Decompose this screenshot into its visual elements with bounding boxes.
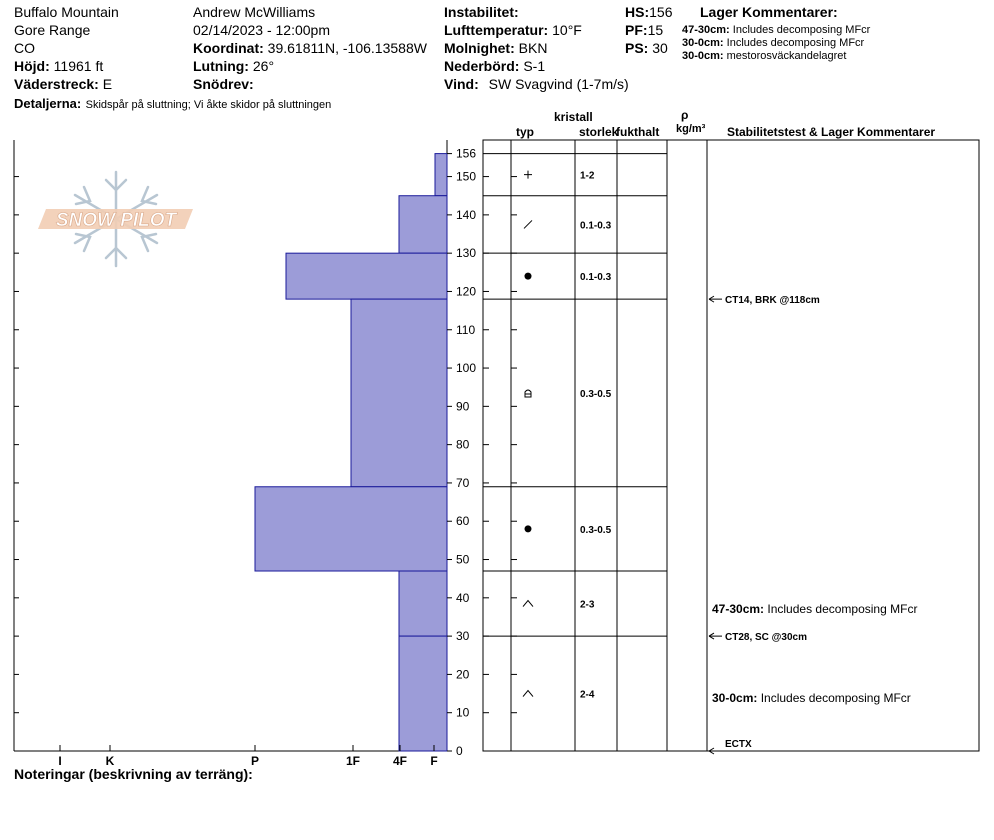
coord-label: Koordinat: [193, 40, 264, 56]
aspect-value: E [102, 76, 113, 92]
location-name: Buffalo Mountain [14, 4, 119, 20]
state-name: CO [14, 40, 35, 56]
elevation-label: Höjd: [14, 58, 50, 74]
slope-value: 26° [252, 58, 275, 74]
hardness-bar [399, 196, 447, 253]
air-temp-value: 10°F [552, 22, 582, 38]
depth-ticks [447, 147, 476, 758]
layer-comment-text: Includes decomposing MFcr [732, 24, 871, 36]
depth-tick-label: 40 [456, 590, 470, 605]
ps-value: 30 [652, 40, 668, 56]
precip-label: Nederbörd: [444, 58, 520, 74]
details-value: Skidspår på sluttning; Vi åkte skidor på sluttningen [85, 99, 332, 111]
comment-text: Includes decomposing MFcr [760, 691, 911, 705]
precip-value: S-1 [523, 58, 546, 74]
grain-size-label: 0.3-0.5 [580, 524, 612, 536]
grain-size-labels [580, 171, 612, 701]
sky-label: Molnighet: [444, 40, 515, 56]
hs-value: 156 [649, 4, 673, 20]
depth-tick-label: 150 [456, 169, 477, 184]
hardness-ticks [58, 745, 437, 768]
range-name: Gore Range [14, 22, 91, 38]
snowpilot-logo [38, 172, 193, 266]
depth-tick-label: 20 [456, 667, 470, 682]
depth-tick-label: 50 [456, 552, 470, 567]
slope-label: Lutning: [193, 58, 249, 74]
hardness-bar [399, 571, 447, 636]
grain-mark-plus [524, 171, 532, 179]
hardness-frame-ticks [14, 177, 19, 751]
grain-size-label: 0.3-0.5 [580, 388, 612, 400]
hardness-tick-label: I [58, 754, 62, 768]
layer-comment-text: mestorosväckandelagret [726, 50, 847, 62]
hardness-bar [286, 253, 447, 299]
depth-tick-label: 60 [456, 514, 470, 529]
wind-label: Vind: [444, 76, 479, 92]
type-header: typ [516, 125, 534, 139]
grain-mark-faceted [525, 390, 531, 397]
comment-30-0 [712, 692, 911, 704]
ps-label: PS: [625, 40, 649, 56]
grain-mark-dot [525, 273, 532, 280]
elevation-value: 11961 ft [53, 58, 104, 74]
hardness-tick-label: 1F [345, 754, 361, 768]
hardness-tick-label: 4F [392, 754, 408, 768]
hardness-tick-label: F [430, 754, 438, 768]
depth-tick-label: 0 [456, 744, 463, 758]
comment-range: 30-0cm: [712, 691, 758, 705]
hardness-bar [351, 299, 447, 487]
stability-header: Stabilitetstest & Lager Kommentarer [727, 125, 936, 139]
depth-tick-label: 70 [456, 475, 470, 490]
grain-size-label: 2-4 [580, 689, 595, 701]
stability-test-label: ECTX [725, 739, 752, 750]
observation-datetime: 02/14/2023 - 12:00pm [193, 22, 330, 38]
grain-type-marks [523, 171, 533, 697]
stability-test-label: CT14, BRK @118cm [725, 295, 820, 307]
layer-comment-range: 30-0cm: [682, 50, 724, 62]
stability-test-marks [709, 295, 820, 754]
density-unit-header: kg/m³ [676, 123, 706, 135]
grain-mark-depth-hoar [523, 691, 533, 697]
pf-label: PF: [625, 22, 648, 38]
notes-label: Noteringar (beskrivning av terräng): [14, 766, 253, 782]
table-depth-ticks [483, 177, 517, 751]
coord-value: 39.61811N, -106.13588W [267, 40, 427, 56]
layer-comment-text: Includes decomposing MFcr [726, 37, 865, 49]
grain-mark-slash [524, 220, 532, 228]
layer-table-frame [483, 140, 979, 751]
grain-size-label: 0.1-0.3 [580, 272, 612, 284]
instability-label: Instabilitet: [444, 4, 519, 20]
depth-tick-label: 10 [456, 705, 470, 720]
layer-comments-title: Lager Kommentarer: [700, 4, 838, 20]
hardness-tick-label: P [250, 754, 260, 768]
layer-comment-range: 30-0cm: [682, 37, 724, 49]
observer-name: Andrew McWilliams [193, 4, 316, 20]
sky-value: BKN [518, 40, 548, 56]
grain-mark-dot [525, 525, 532, 532]
hardness-bars [255, 154, 447, 751]
depth-tick-label: 120 [456, 284, 477, 299]
grain-mark-depth-hoar [523, 601, 533, 607]
grain-size-label: 0.1-0.3 [580, 220, 612, 232]
depth-tick-label: 90 [456, 399, 470, 414]
hardness-tick-label: K [105, 754, 115, 768]
size-header: storlek [579, 125, 619, 139]
details-label: Detaljerna: [14, 96, 82, 111]
hardness-bar [435, 154, 447, 196]
depth-tick-label: 30 [456, 629, 470, 644]
hs-label: HS: [625, 4, 650, 20]
crystal-header: kristall [554, 110, 593, 124]
pf-value: 15 [647, 22, 664, 38]
depth-tick-label: 140 [456, 207, 477, 222]
moisture-header: fukthalt [616, 125, 660, 139]
hardness-bar [399, 636, 447, 751]
grain-size-label: 1-2 [580, 170, 595, 182]
grain-size-label: 2-3 [580, 599, 595, 611]
hardness-bar [255, 487, 447, 571]
depth-tick-label: 100 [456, 361, 477, 376]
layer-comment-range: 47-30cm: [682, 24, 730, 36]
comment-text: Includes decomposing MFcr [767, 602, 918, 616]
depth-tick-label: 110 [456, 322, 476, 337]
depth-tick-label: 130 [456, 246, 477, 261]
stability-test-label: CT28, SC @30cm [725, 632, 808, 644]
comment-47-30 [712, 603, 917, 615]
logo-text: SNOW PILOT [55, 210, 177, 231]
aspect-label: Väderstreck: [14, 76, 99, 92]
depth-tick-label: 80 [456, 437, 470, 452]
comment-range: 47-30cm: [712, 602, 765, 616]
wind-value: SW Svagvind (1-7m/s) [488, 76, 629, 92]
wind-loading-label: Snödrev: [193, 76, 254, 92]
depth-tick-label: 156 [456, 146, 477, 161]
air-temp-label: Lufttemperatur: [444, 22, 549, 38]
rho-header: ρ [681, 108, 689, 122]
